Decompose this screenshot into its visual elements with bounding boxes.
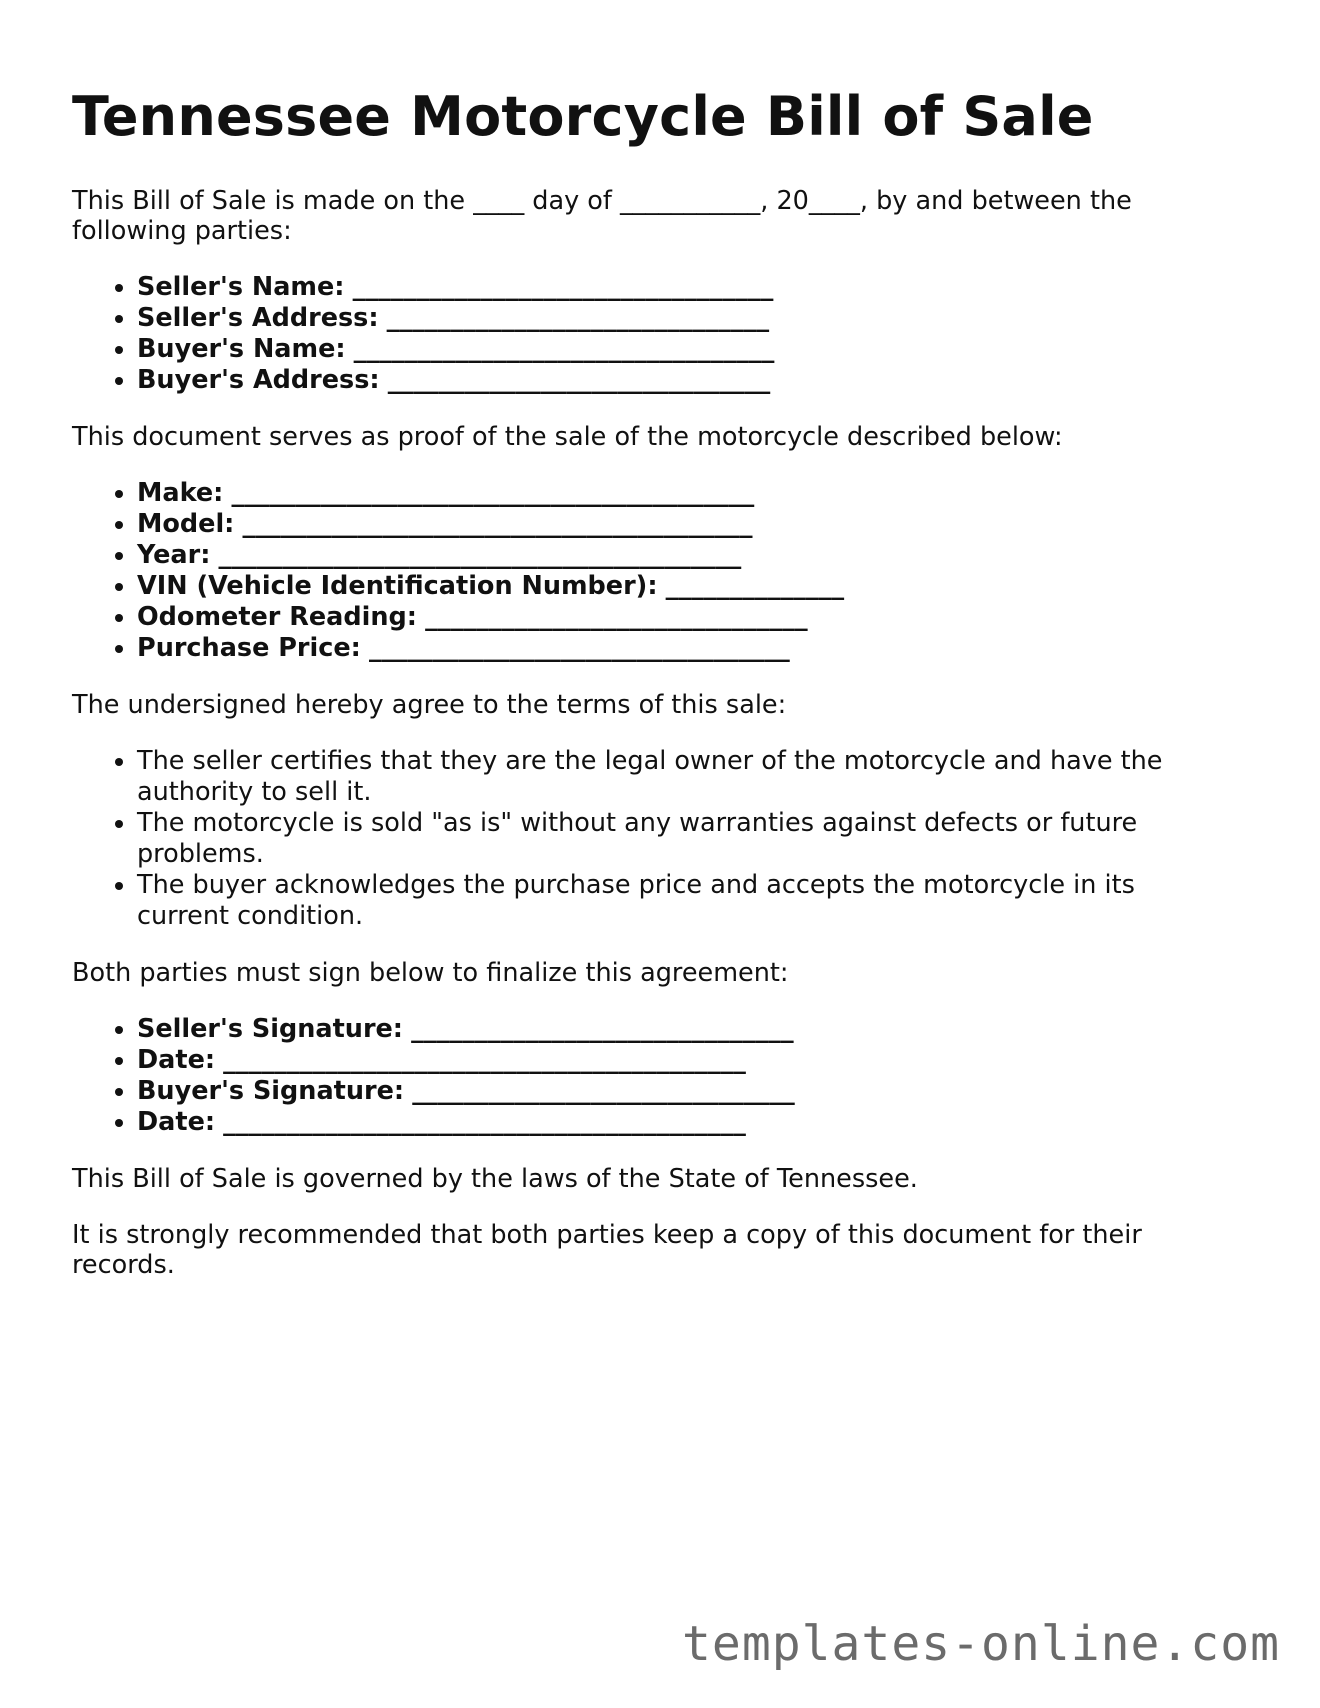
blank-line: _________________________________ bbox=[352, 272, 774, 303]
blank-line: ______________________________ bbox=[387, 365, 771, 396]
field-label: Model: bbox=[137, 509, 235, 540]
blank-line: _________________________________________ bbox=[223, 1045, 746, 1076]
field-label: Purchase Price: bbox=[137, 633, 361, 664]
vehicle-intro-paragraph: This document serves as proof of the sale of the motorcycle described below: bbox=[72, 422, 1063, 453]
blank-line: _________________________________________ bbox=[223, 1107, 746, 1138]
field-label: VIN (Vehicle Identification Number): bbox=[137, 571, 658, 602]
intro-paragraph: This Bill of Sale is made on the ____ day of ___________, 20____, by and between the following parties: bbox=[72, 186, 1132, 247]
list-item: • The buyer acknowledges the purchase price and accepts the motorcycle in its current condition. bbox=[137, 870, 1232, 932]
field-label: Buyer's Name: bbox=[137, 334, 346, 365]
blank-line: ______________ bbox=[665, 571, 845, 602]
list-item bbox=[137, 478, 1232, 509]
list-item bbox=[137, 1107, 1232, 1138]
list-item bbox=[137, 272, 1232, 303]
list-item: • The motorcycle is sold "as is" without any warranties against defects or future problems. bbox=[137, 808, 1232, 870]
field-label: Buyer's Address: bbox=[137, 365, 380, 396]
list-item bbox=[137, 334, 1232, 365]
recommendation-paragraph: It is strongly recommended that both parties keep a copy of this document for their records. bbox=[72, 1220, 1142, 1281]
field-label: Seller's Name: bbox=[137, 272, 345, 303]
field-label: Seller's Signature: bbox=[137, 1014, 404, 1045]
terms-intro-paragraph: The undersigned hereby agree to the terms of this sale: bbox=[72, 690, 787, 721]
field-label: Year: bbox=[137, 540, 211, 571]
watermark: templates-online.com bbox=[682, 1616, 1280, 1672]
list-item bbox=[137, 365, 1232, 396]
blank-line: ______________________________ bbox=[386, 303, 770, 334]
blank-line: ______________________________ bbox=[425, 602, 808, 633]
field-label: Date: bbox=[137, 1045, 216, 1076]
blank-line: _________________________________________ bbox=[231, 478, 755, 509]
list-item: • The seller certifies that they are the legal owner of the motorcycle and have the authority to sell it. bbox=[137, 746, 1232, 808]
list-item bbox=[137, 571, 1232, 602]
list-item bbox=[137, 602, 1232, 633]
list-item bbox=[137, 633, 1232, 664]
list-item bbox=[137, 1076, 1232, 1107]
document-title: Tennessee Motorcycle Bill of Sale bbox=[72, 85, 1094, 148]
blank-line: ______________________________ bbox=[411, 1014, 794, 1045]
document-page bbox=[72, 86, 1232, 1306]
sign-intro-paragraph: Both parties must sign below to finalize this agreement: bbox=[72, 958, 789, 989]
vehicle-list bbox=[72, 478, 1232, 664]
list-item bbox=[137, 509, 1232, 540]
blank-line: _________________________________ bbox=[368, 633, 790, 664]
blank-line: ________________________________________ bbox=[242, 509, 753, 540]
list-item bbox=[137, 1045, 1232, 1076]
field-label: Date: bbox=[137, 1107, 216, 1138]
blank-line: ______________________________ bbox=[412, 1076, 795, 1107]
field-label: Buyer's Signature: bbox=[137, 1076, 405, 1107]
governing-law-paragraph: This Bill of Sale is governed by the laws of the State of Tennessee. bbox=[72, 1164, 918, 1195]
terms-list bbox=[72, 746, 1232, 932]
field-label: Seller's Address: bbox=[137, 303, 379, 334]
field-label: Odometer Reading: bbox=[137, 602, 417, 633]
list-item bbox=[137, 303, 1232, 334]
field-label: Make: bbox=[137, 478, 224, 509]
blank-line: _________________________________ bbox=[353, 334, 775, 365]
list-item bbox=[137, 1014, 1232, 1045]
parties-list bbox=[72, 272, 1232, 396]
blank-line: _________________________________________ bbox=[218, 540, 742, 571]
signatures-list bbox=[72, 1014, 1232, 1138]
list-item bbox=[137, 540, 1232, 571]
